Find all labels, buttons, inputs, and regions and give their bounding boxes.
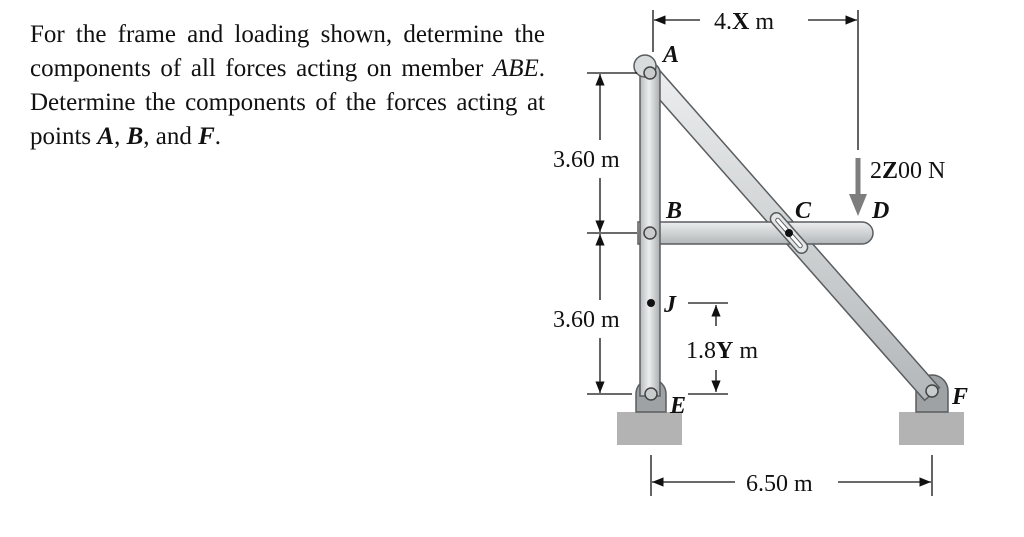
label-c: C	[795, 198, 812, 224]
pin-c	[785, 229, 793, 237]
period: .	[214, 123, 222, 150]
member-abe-label: ABE	[492, 55, 539, 82]
dim-bottom-label: 6.50 m	[746, 471, 813, 497]
separator: ,	[114, 123, 127, 150]
label-j: J	[664, 292, 676, 318]
label-d: D	[872, 198, 890, 224]
label-e: E	[670, 393, 687, 419]
dim-small-label: 1.8Y m	[686, 338, 759, 364]
label-b: B	[666, 198, 683, 224]
ground-support-f	[899, 412, 964, 445]
separator: , and	[143, 123, 199, 150]
pin-f	[926, 385, 938, 397]
pin-a	[644, 67, 656, 79]
point-a-ref: A	[97, 123, 115, 150]
point-f-ref: F	[198, 123, 215, 150]
pin-b	[644, 227, 656, 239]
dim-upper-left-label: 3.60 m	[553, 147, 620, 173]
dim-lower-left-label: 3.60 m	[553, 307, 620, 333]
pin-e	[645, 388, 657, 400]
label-f: F	[952, 384, 969, 410]
point-j-dot	[647, 299, 655, 307]
load-arrow-head	[849, 194, 867, 216]
problem-text-part2: . Determine the components of the forces acting at points	[30, 55, 545, 150]
load-label: 2Z00 N	[870, 158, 946, 184]
point-b-ref: B	[126, 123, 144, 150]
member-bcd	[638, 222, 873, 244]
problem-text-part1: For the frame and loading shown, determine the components of all forces acting on member	[30, 21, 545, 82]
label-a: A	[663, 42, 680, 68]
dim-top-label: 4.X m	[714, 9, 775, 35]
